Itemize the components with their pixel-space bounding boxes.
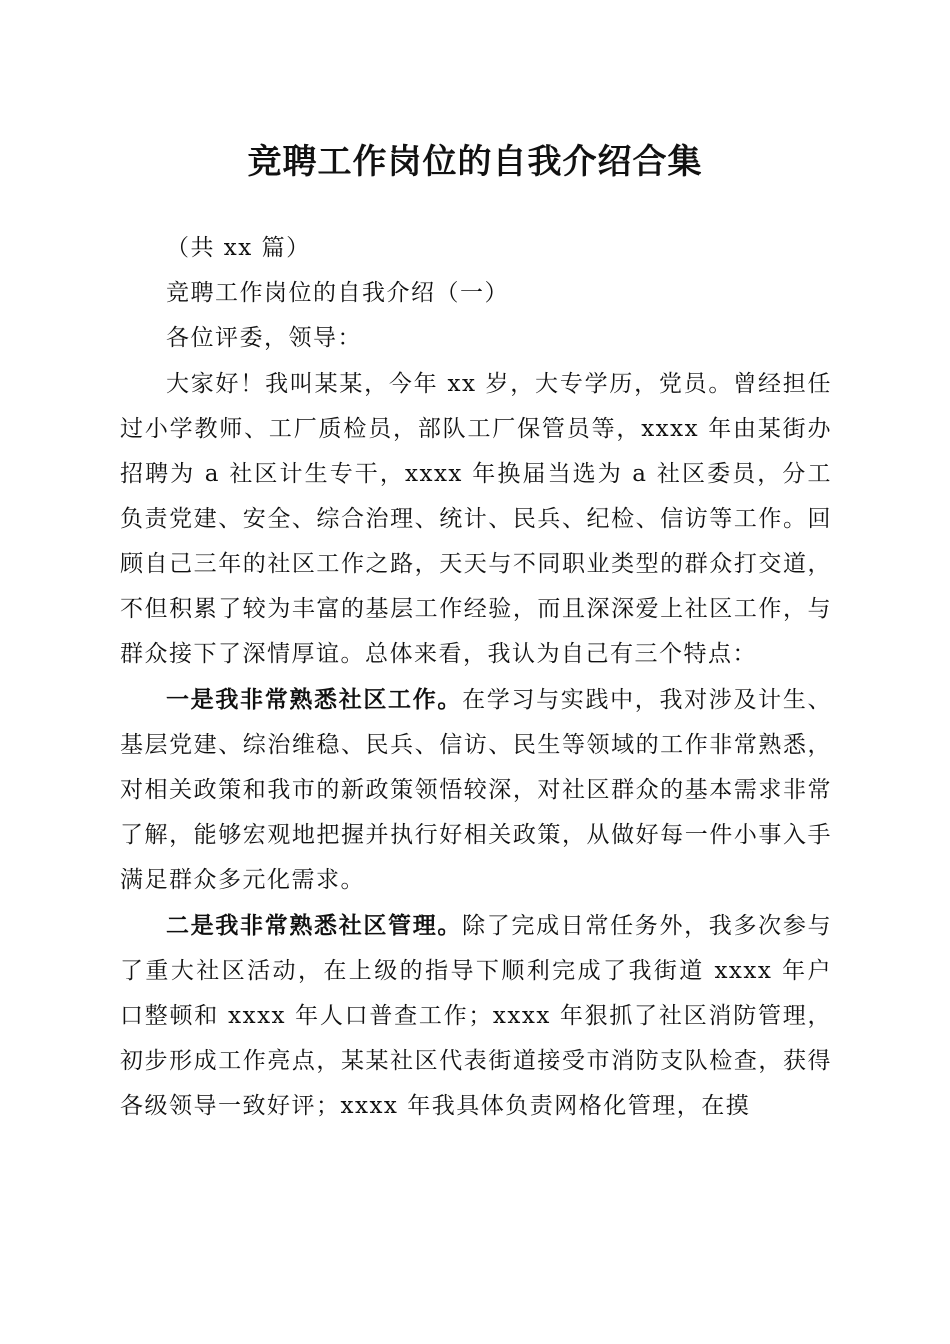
paragraph-lead: 一是我非常熟悉社区工作。 [166,686,463,713]
section-heading: 竞聘工作岗位的自我介绍（一） [166,280,509,306]
document-body [120,226,832,1129]
paragraph-text: 大家好！我叫某某，今年 xx 岁，大专学历，党员。曾经担任过小学教师、工厂质检员，部队工厂保管员等，xxxx 年由某街办招聘为 a 社区计生专干，xxxx 年换届当选为 a 社区委员，分工负责党建、安全、综合治理、统计、民兵、纪检、信访等工作。回顾自己三年的社区工作之路，天天与不同职业类型的群众打交道，不但积累了较为丰富的基层工作经验，而且深深爱上社区工作，与群众接下了深情厚谊。总体来看，我认为自己有三个特点： [120,371,832,667]
salutation: 各位评委，领导： [166,325,362,351]
paragraph-point-two [120,903,832,1129]
paragraph-text: 在学习与实践中，我对涉及计生、基层党建、综治维稳、民兵、信访、民生等领域的工作非常熟悉，对相关政策和我市的新政策领悟较深，对社区群众的基本需求非常了解，能够宏观地把握并执行好相关政策，从做好每一件小事入手满足群众多元化需求。 [120,687,833,893]
paragraph-point-one [120,677,832,903]
paragraph-text: 除了完成日常任务外，我多次参与了重大社区活动，在上级的指导下顺利完成了我街道 xxxx 年户口整顿和 xxxx 年人口普查工作；xxxx 年狠抓了社区消防管理，初步形成工作亮点，某某社区代表街道接受市消防支队检查，获得各级领导一致好评；xxxx 年我具体负责网格化管理，在摸 [120,913,833,1119]
document-title: 竞聘工作岗位的自我介绍合集 [247,142,703,182]
count-note: （共 xx 篇） [166,235,311,261]
paragraph-lead: 二是我非常熟悉社区管理。 [166,912,463,939]
paragraph-intro [120,361,832,677]
